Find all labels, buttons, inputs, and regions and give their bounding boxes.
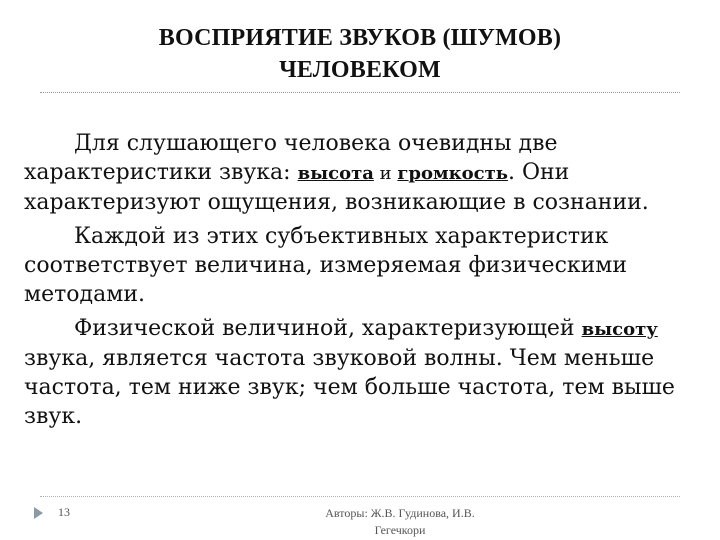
paragraph-1 — [24, 129, 704, 217]
paragraph-2 — [24, 222, 704, 309]
footer-authors — [280, 505, 520, 539]
slide-title-line-1: ВОСПРИЯТИЕ ЗВУКОВ (ШУМОВ) — [158, 25, 562, 51]
keyword-pitch-acc: высоту — [581, 319, 658, 340]
triangle-bullet-icon — [34, 507, 43, 519]
paragraph-1-text-a: Для слушающего человека очевидны две характеристики звука: — [24, 131, 558, 185]
title-divider — [40, 92, 680, 93]
paragraph-3 — [24, 314, 704, 431]
keyword-pitch: высота — [297, 163, 374, 184]
footer-authors-line-1: Авторы: Ж.В. Гудинова, И.В. — [325, 506, 475, 520]
paragraph-2-text: Каждой из этих субъективных характеристик соответствует величина, измеряемая физическими методами. — [24, 224, 628, 307]
keyword-loudness: громкость — [397, 163, 508, 184]
slide-title — [60, 22, 660, 86]
footer-authors-line-2: Гегечкори — [374, 523, 426, 537]
slide-body — [24, 129, 704, 436]
footer-divider — [40, 496, 680, 497]
paragraph-3-text-a: Физической величиной, характеризующей — [74, 316, 582, 341]
slide-number: 13 — [58, 505, 70, 519]
slide-title-line-2: ЧЕЛОВЕКОМ — [279, 57, 441, 83]
paragraph-1-text-b: . Они характеризуют ощущения, возникающие в сознании. — [24, 160, 649, 215]
paragraph-3-text-b: звука, является частота звуковой волны. Чем меньше частота, тем ниже звук; чем больше частота, тем выше звук. — [24, 346, 675, 429]
paragraph-1-conjunction: и — [373, 163, 398, 184]
